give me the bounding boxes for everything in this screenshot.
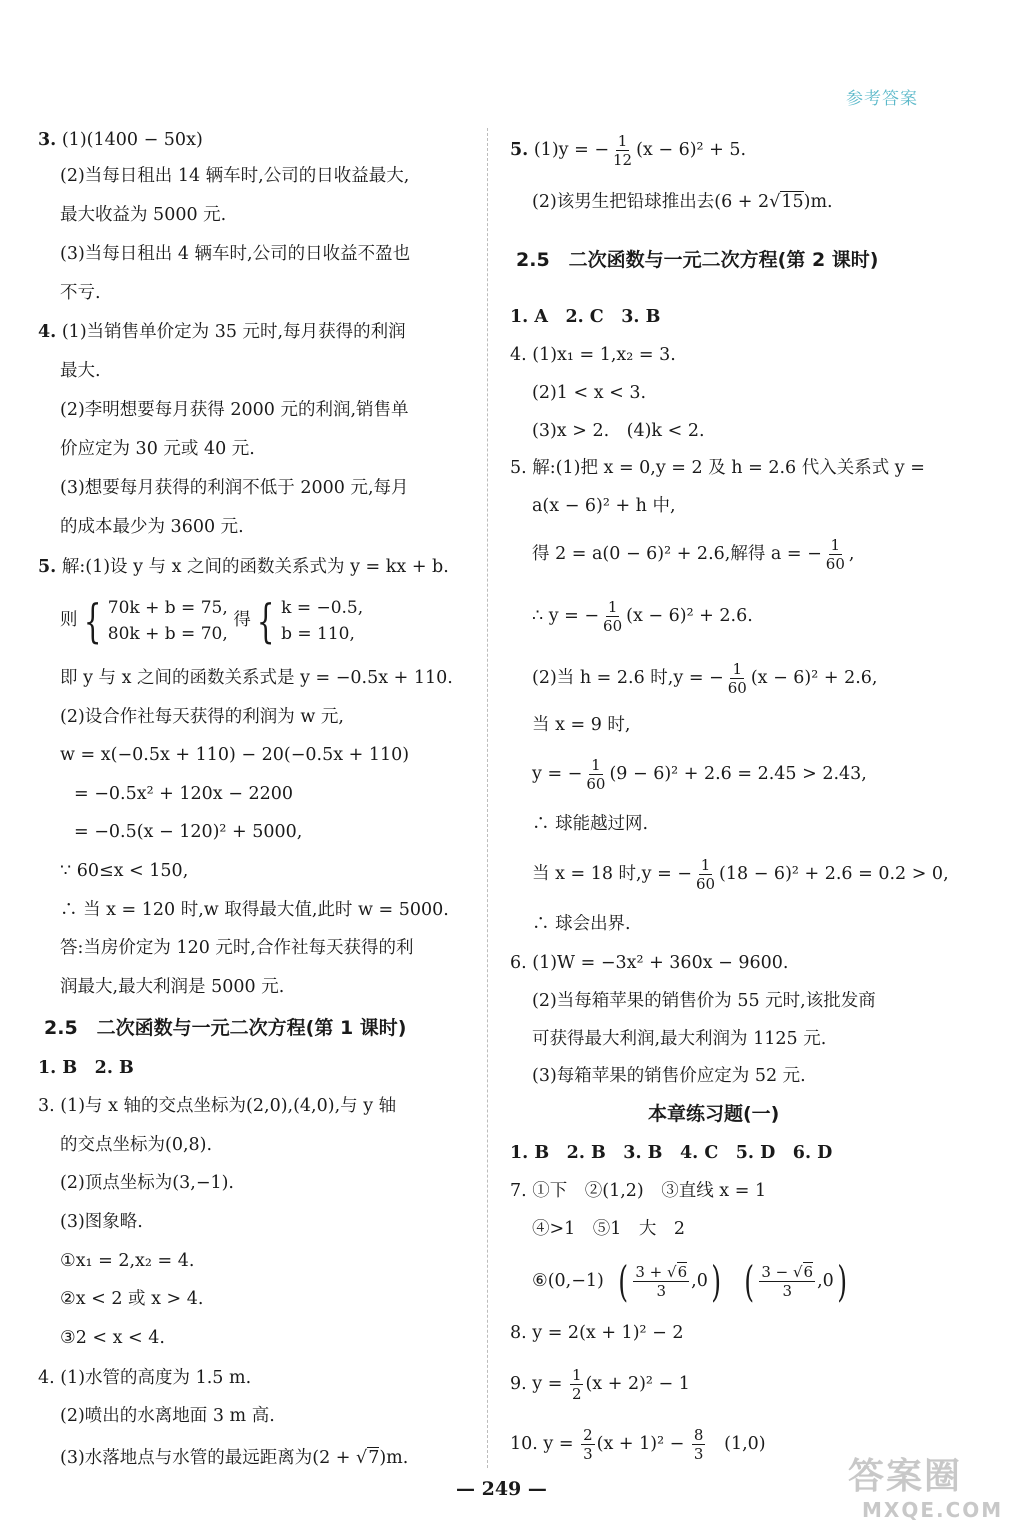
page-number: — 249 —: [456, 1478, 547, 1500]
s2-q6-line3: 可获得最大利润,最大利润为 1125 元.: [532, 1029, 827, 1049]
section-heading-3: 本章练习题(一): [648, 1103, 780, 1125]
s2-q5-line7: y = − $\frac{1}{60}$ (9 − 6)² + 2.6 = 2.45 > 2.43,: [532, 756, 867, 793]
s2-q6-line4: (3)每箱苹果的销售价应定为 52 元.: [532, 1066, 806, 1086]
r-q5-part1: 5. (1)y = − $\frac{1}{12}$ (x − 6)² + 5.: [510, 132, 747, 169]
e-q9: 9. y = $\frac{1}{2}$ (x + 2)² − 1: [510, 1366, 690, 1403]
watermark-logo: [842, 1448, 1020, 1528]
s2-q5-line4: ∴ y = − $\frac{1}{60}$ (x − 6)² + 2.6.: [532, 598, 753, 635]
s2-q5-line1: 5. 解:(1)把 x = 0,y = 2 及 h = 2.6 代入关系式 y =: [510, 458, 925, 478]
q4-part3b: 的成本最少为 3600 元.: [60, 517, 244, 537]
q5-line5: w = x(−0.5x + 110) − 20(−0.5x + 110): [60, 745, 410, 765]
s1-q3-line7: ③2 < x < 4.: [60, 1328, 165, 1348]
s2-q5-line8: ∴ 球能越过网.: [532, 814, 649, 834]
column-divider: [487, 128, 489, 1468]
q4-part2b: 价应定为 30 元或 40 元.: [60, 439, 255, 459]
q4-part2a: (2)李明想要每月获得 2000 元的利润,销售单: [60, 400, 409, 420]
q5-line1: 5. 解:(1)设 y 与 x 之间的函数关系式为 y = kx + b.: [38, 557, 449, 577]
s1-q3-line6: ②x < 2 或 x > 4.: [60, 1289, 204, 1309]
q3-part2a: (2)当每日租出 14 辆车时,公司的日收益最大,: [60, 166, 410, 186]
section-heading-1: 2.5 二次函数与一元二次方程(第 1 课时): [44, 1017, 407, 1039]
s2-q4-line2: (2)1 < x < 3.: [532, 383, 647, 403]
watermark-top: 答案圈: [848, 1456, 963, 1497]
q5-line8: ∵ 60≤x < 150,: [60, 861, 189, 881]
watermark-bottom: MXQE.COM: [862, 1498, 1004, 1522]
e-q7-line3: ⑥(0,−1) ( $\frac{3 + √6}{3}$ ,0) ( $\frac{3 - √6}{3}$ ,0): [532, 1256, 847, 1306]
s2-q6-line2: (2)当每箱苹果的销售价为 55 元时,该批发商: [532, 991, 876, 1011]
s1-q4-line3: (3)水落地点与水管的最远距离为(2 + √7)m.: [60, 1448, 409, 1468]
e-answers-1-6: 1. B 2. B 3. B 4. C 5. D 6. D: [510, 1143, 833, 1163]
s2-q4-line1: 4. (1)x₁ = 1,x₂ = 3.: [510, 345, 676, 365]
q5-line11: 润最大,最大利润是 5000 元.: [60, 977, 285, 997]
s2-q5-line9: 当 x = 18 时,y = − $\frac{1}{60}$ (18 − 6)² + 2.6 = 0.2 > 0,: [532, 856, 949, 893]
e-q10: 10. y = $\frac{2}{3}$ (x + 1)² − $\frac{8}{3}$ (1,0): [510, 1426, 766, 1463]
q5-line6: = −0.5x² + 120x − 2200: [74, 784, 293, 804]
q5-line3: 即 y 与 x 之间的函数关系式是 y = −0.5x + 110.: [60, 668, 453, 688]
s2-q5-line3: 得 2 = a(0 − 6)² + 2.6,解得 a = − $\frac{1}{60}$ ,: [532, 536, 855, 573]
q4-part3a: (3)想要每月获得的利润不低于 2000 元,每月: [60, 478, 409, 498]
q5-line7: = −0.5(x − 120)² + 5000,: [74, 822, 303, 842]
q5-line10: 答:当房价定为 120 元时,合作社每天获得的利: [60, 938, 414, 958]
s1-q3-line4: (3)图象略.: [60, 1212, 143, 1232]
s2-answers-1-3: 1. A 2. C 3. B: [510, 307, 661, 327]
s2-q5-line2: a(x − 6)² + h 中,: [532, 496, 676, 516]
s1-q3-line5: ①x₁ = 2,x₂ = 4.: [60, 1251, 195, 1271]
s2-q4-line3: (3)x > 2. (4)k < 2.: [532, 421, 705, 441]
s1-q4-line1: 4. (1)水管的高度为 1.5 m.: [38, 1368, 252, 1388]
q4-part1a: 4. (1)当销售单价定为 35 元时,每月获得的利润: [38, 322, 406, 342]
s2-q5-line5: (2)当 h = 2.6 时,y = − $\frac{1}{60}$ (x − 6)² + 2.6,: [532, 660, 878, 697]
s1-q4-line2: (2)喷出的水离地面 3 m 高.: [60, 1406, 275, 1426]
e-q8: 8. y = 2(x + 1)² − 2: [510, 1323, 684, 1343]
s1-q3-line3: (2)顶点坐标为(3,−1).: [60, 1173, 234, 1193]
q3-part1: 3. (1)(1400 − 50x): [38, 130, 203, 150]
q5-line9: ∴ 当 x = 120 时,w 取得最大值,此时 w = 5000.: [60, 900, 449, 920]
r-q5-part2: (2)该男生把铅球推出去(6 + 2√15)m.: [532, 192, 833, 212]
s1-q3-line1: 3. (1)与 x 轴的交点坐标为(2,0),(4,0),与 y 轴: [38, 1096, 397, 1116]
s2-q5-line6: 当 x = 9 时,: [532, 715, 631, 735]
q5-system: 则 { 70k + b = 75, 80k + b = 70, 得 { k = −0.5, b = 110,: [60, 593, 364, 648]
e-q7-line1: 7. ①下 ②(1,2) ③直线 x = 1: [510, 1181, 767, 1201]
e-q7-line2: ④>1 ⑤1 大 2: [532, 1219, 686, 1239]
s1-answers-1-2: 1. B 2. B: [38, 1058, 134, 1078]
header-label: 参考答案: [846, 89, 918, 109]
q3-part2b: 最大收益为 5000 元.: [60, 205, 227, 225]
section-heading-2: 2.5 二次函数与一元二次方程(第 2 课时): [516, 249, 879, 271]
q3-part3a: (3)当每日租出 4 辆车时,公司的日收益不盈也: [60, 244, 411, 264]
s2-q5-line10: ∴ 球会出界.: [532, 914, 631, 934]
q3-part3b: 不亏.: [60, 283, 101, 303]
s1-q3-line2: 的交点坐标为(0,8).: [60, 1135, 213, 1155]
s2-q6-line1: 6. (1)W = −3x² + 360x − 9600.: [510, 953, 789, 973]
q5-line4: (2)设合作社每天获得的利润为 w 元,: [60, 707, 344, 727]
q4-part1b: 最大.: [60, 361, 101, 381]
